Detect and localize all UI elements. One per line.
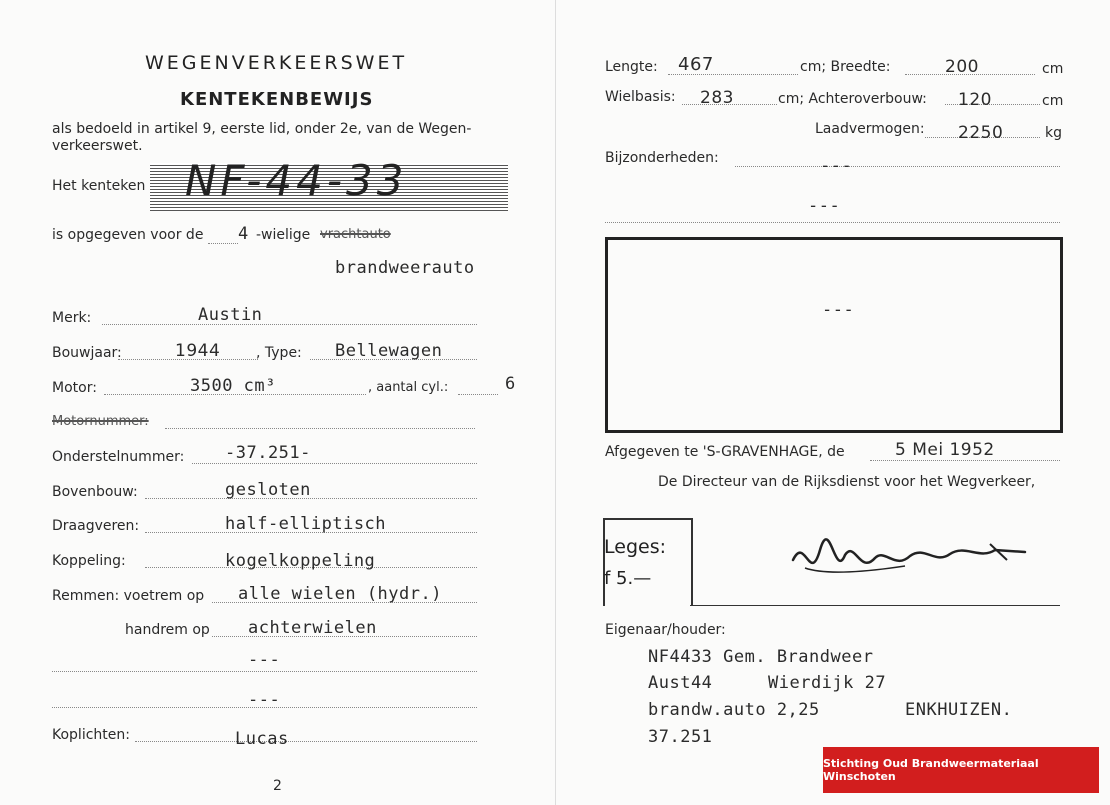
blank-line-2: --- (248, 690, 281, 710)
achteroverbouw-value: 120 (958, 90, 992, 110)
kg-unit: kg (1045, 125, 1062, 141)
type-label: , Type: (256, 345, 302, 361)
vehicle-kind: brandweerauto (335, 258, 475, 278)
wielige-label: -wielige (256, 227, 311, 243)
koppeling-value: kogelkoppeling (225, 551, 376, 571)
owner-line-2b: Wierdijk 27 (768, 673, 887, 693)
struck-vrachtauto: vrachtauto (320, 227, 391, 242)
intro-line-2: verkeerswet. (52, 138, 143, 154)
wielbasis-value: 283 (700, 88, 734, 108)
cyl-label: , aantal cyl.: (368, 380, 449, 395)
laadvermogen-value: 2250 (958, 123, 1004, 143)
directeur-line: De Directeur van de Rijksdienst voor het Wegverkeer, (658, 474, 1036, 490)
watermark-badge: Stichting Oud Brandweermateriaal Winschoten (823, 747, 1099, 793)
owner-line-3b: ENKHUIZEN. (905, 700, 1013, 720)
owner-line-3a: brandw.auto 2,25 (648, 700, 820, 720)
opgegeven-label: is opgegeven voor de (52, 227, 204, 243)
wielbasis-label: Wielbasis: (605, 89, 676, 105)
leges-value: f 5.— (604, 568, 652, 589)
bijzonderheden-line-1: --- (820, 156, 853, 176)
bovenbouw-value: gesloten (225, 480, 311, 500)
blank-line-1: --- (248, 650, 281, 670)
director-signature (785, 530, 1035, 590)
stamp-box-value: --- (822, 300, 855, 320)
bouwjaar-label: Bouwjaar: (52, 345, 122, 361)
onderstel-value: -37.251- (225, 443, 311, 463)
owner-line-2a: Aust44 (648, 673, 713, 693)
cyl-value: 6 (505, 374, 516, 394)
leges-box (603, 518, 693, 606)
merk-label: Merk: (52, 310, 92, 326)
type-value: Bellewagen (335, 341, 443, 361)
struck-motornummer: Motornummer: (52, 414, 149, 429)
afgegeven-label: Afgegeven te 'S-GRAVENHAGE, de (605, 444, 845, 460)
bijzonderheden-label: Bijzonderheden: (605, 150, 719, 166)
owner-line-4: 37.251 (648, 727, 713, 747)
achteroverbouw-label: cm; Achteroverbouw: (778, 91, 927, 107)
merk-value: Austin (198, 305, 263, 325)
remmen-value: alle wielen (hydr.) (238, 584, 442, 604)
document-subtitle: KENTEKENBEWIJS (180, 89, 374, 110)
handrem-value: achterwielen (248, 618, 377, 638)
laadvermogen-label: Laadvermogen: (815, 121, 925, 137)
lengte-label: Lengte: (605, 59, 658, 75)
motor-value: 3500 cm³ (190, 376, 276, 396)
leges-label: Leges: (604, 536, 666, 558)
onderstel-label: Onderstelnummer: (52, 449, 185, 465)
document-title: WEGENVERKEERSWET (145, 52, 408, 74)
bijzonderheden-line-2: --- (808, 196, 841, 216)
page-number: 2 (273, 778, 282, 794)
bovenbouw-label: Bovenbouw: (52, 484, 138, 500)
breedte-value: 200 (945, 57, 979, 77)
draagveren-label: Draagveren: (52, 518, 140, 534)
stamp-box (605, 237, 1063, 433)
cm-unit-2: cm (1042, 93, 1064, 109)
eigenaar-label: Eigenaar/houder: (605, 622, 726, 638)
koplichten-label: Koplichten: (52, 727, 130, 743)
wheels-value: 4 (238, 224, 249, 244)
cm-unit-1: cm (1042, 61, 1064, 77)
signature-line (690, 605, 1060, 606)
afgegeven-date: 5 Mei 1952 (895, 440, 995, 460)
handrem-label: handrem op (125, 622, 210, 638)
motor-label: Motor: (52, 380, 97, 396)
koppeling-label: Koppeling: (52, 553, 126, 569)
kenteken-label: Het kenteken (52, 178, 146, 194)
koplichten-value: Lucas (235, 729, 289, 749)
intro-line-1: als bedoeld in artikel 9, eerste lid, onder 2e, van de Wegen- (52, 121, 472, 137)
breedte-label: cm; Breedte: (800, 59, 891, 75)
owner-line-1: NF4433 Gem. Brandweer (648, 647, 874, 667)
bouwjaar-value: 1944 (175, 341, 221, 361)
kenteken-value: NF-44-33 (185, 156, 408, 205)
draagveren-value: half-elliptisch (225, 514, 387, 534)
remmen-label: Remmen: voetrem op (52, 588, 205, 604)
lengte-value: 467 (678, 54, 714, 75)
